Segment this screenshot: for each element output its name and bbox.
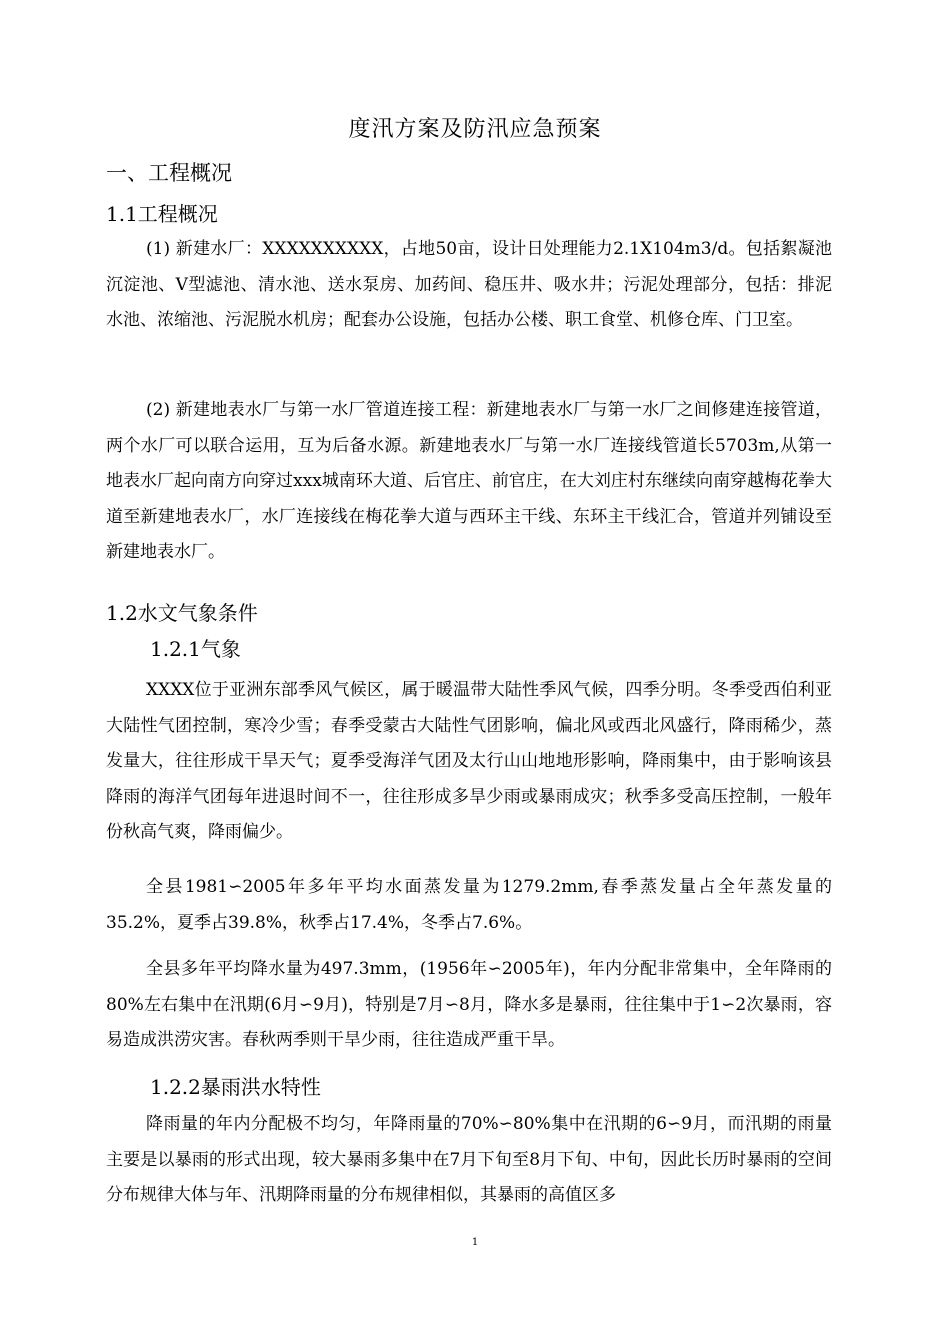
subsection-heading-project-overview: 1.1工程概况 xyxy=(106,202,218,226)
paragraph-pipeline-connection: (2) 新建地表水厂与第一水厂管道连接工程：新建地表水厂与第一水厂之间修建连接管道，两个水厂可以联合运用，互为后备水源。新建地表水厂与第一水厂连接线管道长5703m,从第一地表水厂起向南方向穿过xxx城南环大道、后官庄、前官庄，在大刘庄村东继续向南穿越梅花拳大道至新建地表水厂，水厂连接线在梅花拳大道与西环主干线、东环主干线汇合，管道并列铺设至新建地表水厂。 xyxy=(106,400,832,562)
subsubsection-heading-climate: 1.2.1气象 xyxy=(150,637,241,661)
paragraph-precipitation: 全县多年平均降水量为497.3mm，(1956年∽2005年)，年内分配非常集中，全年降雨的80%左右集中在汛期(6月∽9月)，特别是7月∽8月，降水多是暴雨，往往集中于1∽2次暴雨，容易造成洪涝灾害。春秋两季则干旱少雨，往往造成严重干旱。 xyxy=(106,959,832,1050)
subsubsection-heading-rainstorm-flood: 1.2.2暴雨洪水特性 xyxy=(150,1075,321,1099)
paragraph-climate: XXXX位于亚洲东部季风气候区，属于暖温带大陆性季风气候，四季分明。冬季受西伯利亚大陆性气团控制，寒冷少雪；春季受蒙古大陆性气团影响，偏北风或西北风盛行，降雨稀少，蒸发量大，往往形成干旱天气；夏季受海洋气团及太行山山地地形影响，降雨集中，由于影响该县降雨的海洋气团每年进退时间不一，往往形成多旱少雨或暴雨成灾；秋季多受高压控制，一般年份秋高气爽，降雨偏少。 xyxy=(106,680,832,842)
paragraph-rainstorm: 降雨量的年内分配极不均匀，年降雨量的70%∽80%集中在汛期的6∽9月，而汛期的雨量主要是以暴雨的形式出现，较大暴雨多集中在7月下旬至8月下旬、中旬，因此长历时暴雨的空间分布规律大体与年、汛期降雨量的分布规律相似，其暴雨的高值区多 xyxy=(106,1114,832,1205)
document-title: 度汛方案及防汛应急预案 xyxy=(348,117,602,142)
paragraph-new-water-plant: (1) 新建水厂：XXXXXXXXXX，占地50亩，设计日处理能力2.1X104m3/d。包括絮凝池沉淀池、V型滤池、清水池、送水泵房、加药间、稳压井、吸水井；污泥处理部分，包括：排泥水池、浓缩池、污泥脱水机房；配套办公设施，包括办公楼、职工食堂、机修仓库、门卫室。 xyxy=(106,239,832,330)
subsection-heading-hydrometeorology: 1.2水文气象条件 xyxy=(106,601,258,625)
section-heading-overview: 一、工程概况 xyxy=(106,161,232,185)
paragraph-evaporation: 全县1981∽2005年多年平均水面蒸发量为1279.2mm,春季蒸发量占全年蒸发量的35.2%，夏季占39.8%，秋季占17.4%，冬季占7.6%。 xyxy=(106,877,832,933)
page-number: 1 xyxy=(471,1237,479,1248)
